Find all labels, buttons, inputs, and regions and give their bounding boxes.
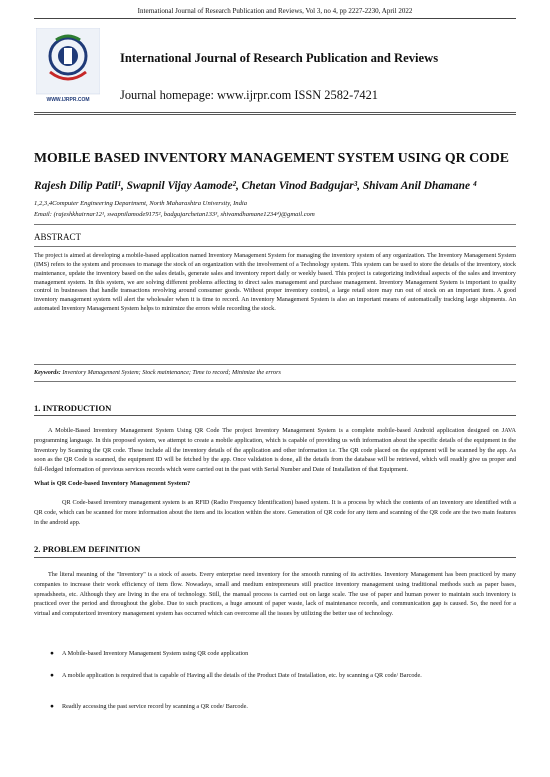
journal-logo — [36, 28, 100, 104]
bullet-item — [50, 671, 516, 681]
abstract-heading: ABSTRACT — [34, 232, 82, 242]
introduction-paragraph: A Mobile-Based Inventory Management System Using QR Code The project Inventory Management System is a complete mobile-based Android application designed on JAVA programming language. In this proposed system, we attempt to create a mobile application, which is capable of providing us with information about the specific details of the equipment in the Inventory by Scanning the QR code. These include all the inventory details of the application and other information i.e. The QR code placed on the equipment will be scanned by the app. As soon as the QR Code is scanned, the equipment ID will be fetched by the app. Once validation is done, all the details from the database will be retrieved, which will readily give us proper and full-fledged information of previous services records which were carried out in the past with Serial Number and Date of Installation of that Equipment. — [34, 427, 516, 474]
keywords-line — [34, 369, 281, 376]
keywords-rule-top — [34, 364, 516, 365]
section-rule-introduction — [34, 415, 516, 416]
bullet-icon: ● — [50, 672, 54, 679]
bullet-item — [50, 702, 516, 712]
header-rule-double — [34, 114, 516, 115]
section-rule-problem-definition — [34, 557, 516, 558]
keywords-text: Inventory Management System; Stock maintenance; Time to record; Minimize the errors — [60, 369, 281, 376]
affiliation-rule — [34, 224, 516, 225]
abstract-rule — [34, 246, 516, 247]
keywords-rule-bottom — [34, 381, 516, 382]
section-heading-introduction: 1. INTRODUCTION — [34, 403, 112, 413]
author-list: Rajesh Dilip Patil¹, Swapnil Vijay Aamode², Chetan Vinod Badgujar³, Shivam Anil Dhamane ⁴ — [34, 180, 477, 192]
bullet-text: Readily accessing the past service record by scanning a QR code/ Barcode. — [62, 703, 248, 710]
subsection-heading-qr-ims: What is QR Code-based Inventory Management System? — [34, 480, 191, 487]
keywords-label: Keywords: — [34, 369, 61, 376]
abstract-body: The project is aimed at developing a mobile-based application named Inventory Management System for managing the inventory system of any organization. The Inventory Management System (IMS) refers to the system and processes to manage the stock of an organization with the involvement of a Technology system. This system can be used to store the details of the inventory, stock maintenance, update the inventory based on the sales details, generate sales and inventory report daily or weekly based. This project is categorizing individual aspects of the sales and inventory management system. In this system, we are solving different problems affecting to direct sales management and purchase management. Inventory Management System is important to quality control in businesses that handle transactions revolving around consumer goods. Without proper inventory control, a large retail store may run out of stock on an important item. A good inventory management system will alert the wholesaler when it is time to record. An inventory Management System is also an important means of automatically tracking large shipments. An automated Inventory Management System helps to minimize the errors while recording the stock. — [34, 252, 516, 313]
logo-url-text: WWW.IJRPR.COM — [46, 97, 90, 103]
bullet-text: A mobile application is required that is capable of Having all the details of the Product Date of Installation, etc. by scanning a QR code/ Barcode. — [62, 672, 422, 679]
running-head: International Journal of Research Publication and Reviews, Vol 3, no 4, pp 2227-2230, April 2022 — [137, 7, 413, 15]
article-title: MOBILE BASED INVENTORY MANAGEMENT SYSTEM USING QR CODE — [34, 150, 509, 165]
section-heading-problem-definition: 2. PROBLEM DEFINITION — [34, 544, 141, 554]
affiliation: 1,2,3,4Computer Engineering Department, North Maharashtra University, India — [34, 200, 248, 207]
bullet-icon: ● — [50, 650, 54, 657]
bullet-icon: ● — [50, 703, 54, 710]
header-rule — [34, 112, 516, 113]
bullet-item — [50, 649, 516, 659]
author-emails: Email: (rajeshkhairnar12¹, swapnilamode9175², badgujarchetan133³, shivamdhamane1234⁴)@gmail.com — [34, 211, 315, 218]
qr-ims-paragraph: QR Code-based inventory management system is an RFID (Radio Frequency Identification) based system. It is a process by which the contents of an inventory are identified with a QR code, which can be scanned for more information about the item and its location within the store. Generation of QR code for any item and scanning of the QR code are the two main features in the android app. — [34, 499, 516, 526]
bullet-text: A Mobile-based Inventory Management System using QR code application — [62, 650, 249, 657]
journal-homepage: Journal homepage: www.ijrpr.com ISSN 2582-7421 — [120, 88, 378, 102]
problem-definition-paragraph: The literal meaning of the "Inventory" is a stock of assets. Every enterprise need inventory for the smooth running of its activities. Inventory Management has been practiced by many companies to increase their work efficiency of item flow. Nowadays, small and medium entrepreneurs still practice inventory management using traditional methods such as paper bases, spreadsheets, etc. Although they are living in the era of technology. Still, the manual process is carried out on large scale. The use of paper and human power to maintain such inventory is practiced over the period and throughout the globe. Due to such practices, a huge amount of paper waste, lack of maintenance records, and communication gap is caused. So, the need for a virtual and computerized inventory management system has occurred which can overcome all the issues by utilizing the better use of technology. — [34, 571, 516, 618]
journal-title: International Journal of Research Publication and Reviews — [120, 51, 439, 65]
running-head-rule — [34, 18, 516, 19]
